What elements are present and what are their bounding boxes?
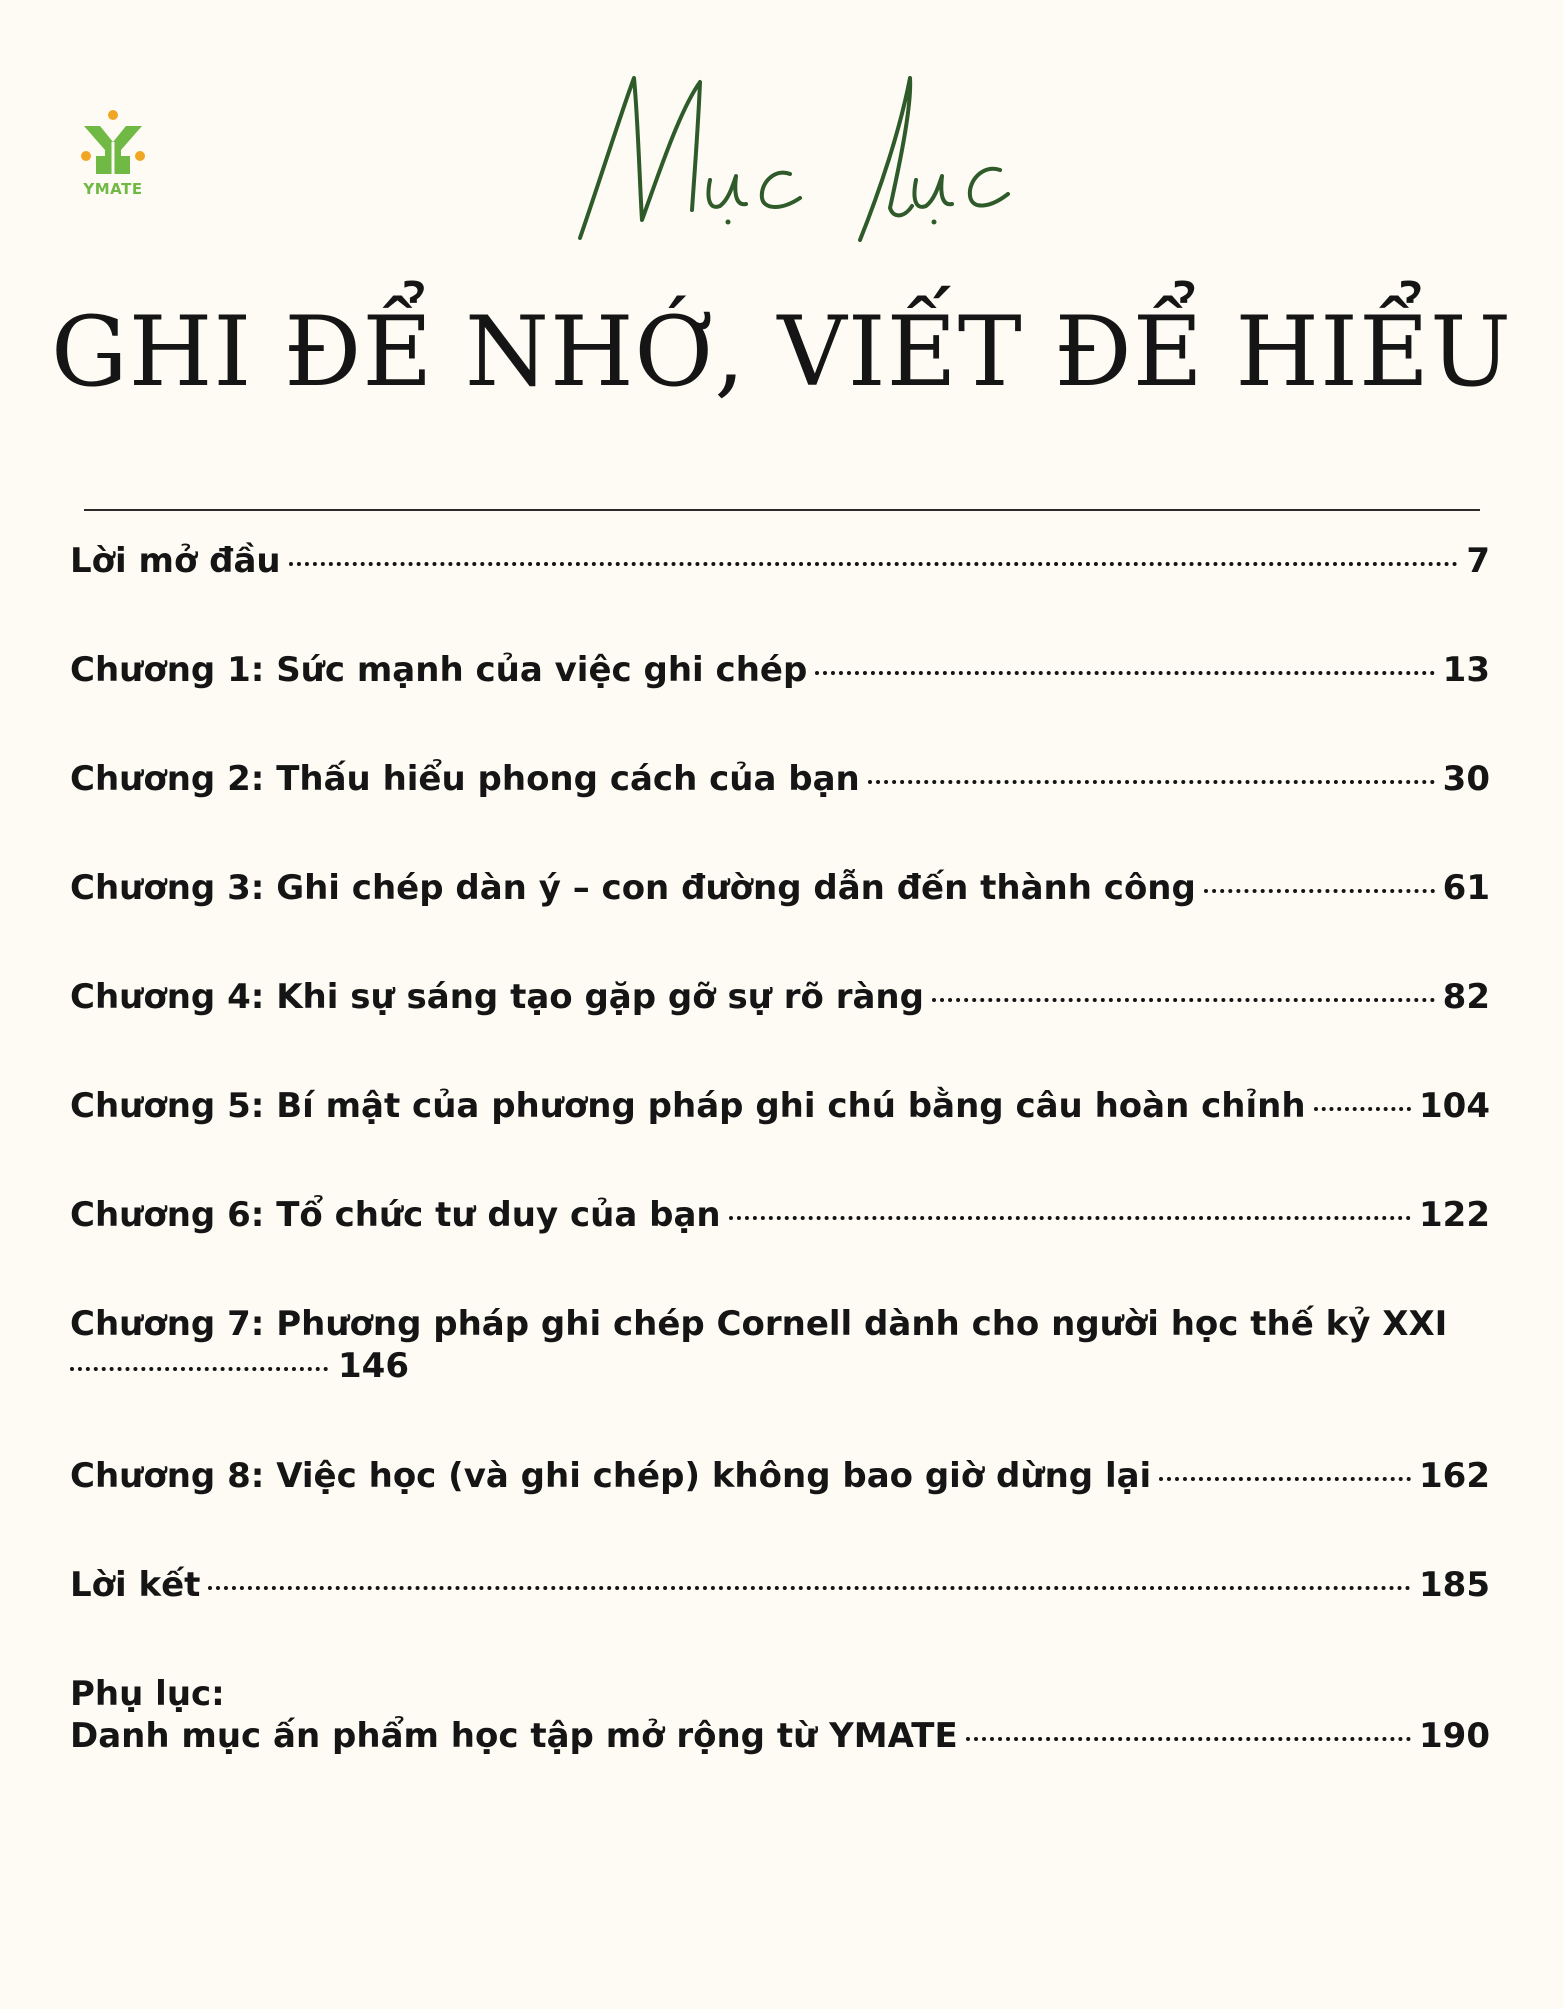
toc-entry[interactable] — [70, 1564, 1490, 1606]
toc-leader — [289, 562, 1459, 566]
toc-appendix[interactable] — [70, 1673, 1490, 1757]
toc-leader — [1314, 1107, 1411, 1111]
toc-appendix-label: Phụ lục: — [70, 1674, 225, 1714]
toc-entry-page: 190 — [1419, 1716, 1490, 1756]
toc-entry-title: Chương 4: Khi sự sáng tạo gặp gỡ sự rõ ràng — [70, 977, 924, 1017]
toc-entry[interactable] — [70, 649, 1490, 691]
toc-leader — [70, 1367, 328, 1371]
toc-entry-page: 185 — [1419, 1565, 1490, 1605]
toc-entry-page: 104 — [1419, 1086, 1490, 1126]
toc-entry[interactable] — [70, 1085, 1490, 1127]
toc-entry-page: 30 — [1442, 759, 1490, 799]
ymate-logo-icon — [78, 108, 148, 178]
toc-entry-page: 146 — [338, 1346, 409, 1386]
toc-leader — [868, 780, 1435, 784]
toc-leader — [1204, 889, 1435, 893]
ymate-logo-text: YMATE — [83, 180, 143, 198]
toc-entry-title: Chương 1: Sức mạnh của việc ghi chép — [70, 650, 808, 690]
toc-entry-title: Chương 5: Bí mật của phương pháp ghi chú bằng câu hoàn chỉnh — [70, 1086, 1306, 1126]
toc-entry[interactable] — [70, 1194, 1490, 1236]
toc-entry-title: Danh mục ấn phẩm học tập mở rộng từ YMATE — [70, 1716, 958, 1756]
toc-entry-page: 7 — [1466, 541, 1490, 581]
toc-entry[interactable] — [70, 1303, 1490, 1387]
toc-entry-continuation — [70, 1345, 1490, 1387]
script-title-text: Mục lục — [560, 70, 564, 71]
toc-appendix-entry — [70, 1715, 1490, 1757]
toc-leader — [932, 998, 1435, 1002]
toc-entry[interactable] — [70, 758, 1490, 800]
toc-leader — [815, 671, 1434, 675]
toc-entry[interactable] — [70, 540, 1490, 582]
toc-entry-page: 82 — [1442, 977, 1490, 1017]
toc-entry-page: 13 — [1442, 650, 1490, 690]
toc-entry-title: Chương 2: Thấu hiểu phong cách của bạn — [70, 759, 860, 799]
toc-entry-title: Chương 7: Phương pháp ghi chép Cornell dành cho người học thế kỷ XXI — [70, 1304, 1448, 1344]
main-title: GHI ĐỂ NHỚ, VIẾT ĐỂ HIỂU — [51, 296, 1512, 408]
toc-leader — [966, 1737, 1411, 1741]
script-title — [560, 70, 1020, 250]
toc-entry-title: Lời kết — [70, 1565, 201, 1605]
toc-leader — [1159, 1477, 1411, 1481]
toc-leader — [208, 1586, 1411, 1590]
toc-leader — [729, 1216, 1411, 1220]
toc-entry-title: Chương 3: Ghi chép dàn ý – con đường dẫn đến thành công — [70, 868, 1196, 908]
toc-entry[interactable] — [70, 867, 1490, 909]
ymate-logo — [78, 108, 148, 203]
toc-entry-title: Lời mở đầu — [70, 541, 281, 581]
toc-entry-title: Chương 8: Việc học (và ghi chép) không bao giờ dừng lại — [70, 1456, 1152, 1496]
toc-entry-page: 162 — [1419, 1456, 1490, 1496]
divider — [84, 509, 1480, 511]
toc-entry[interactable] — [70, 976, 1490, 1018]
toc-entry-title: Chương 6: Tổ chức tư duy của bạn — [70, 1195, 721, 1235]
toc-entry-page: 61 — [1442, 868, 1490, 908]
toc-entry[interactable] — [70, 1455, 1490, 1497]
toc-entry-page: 122 — [1419, 1195, 1490, 1235]
